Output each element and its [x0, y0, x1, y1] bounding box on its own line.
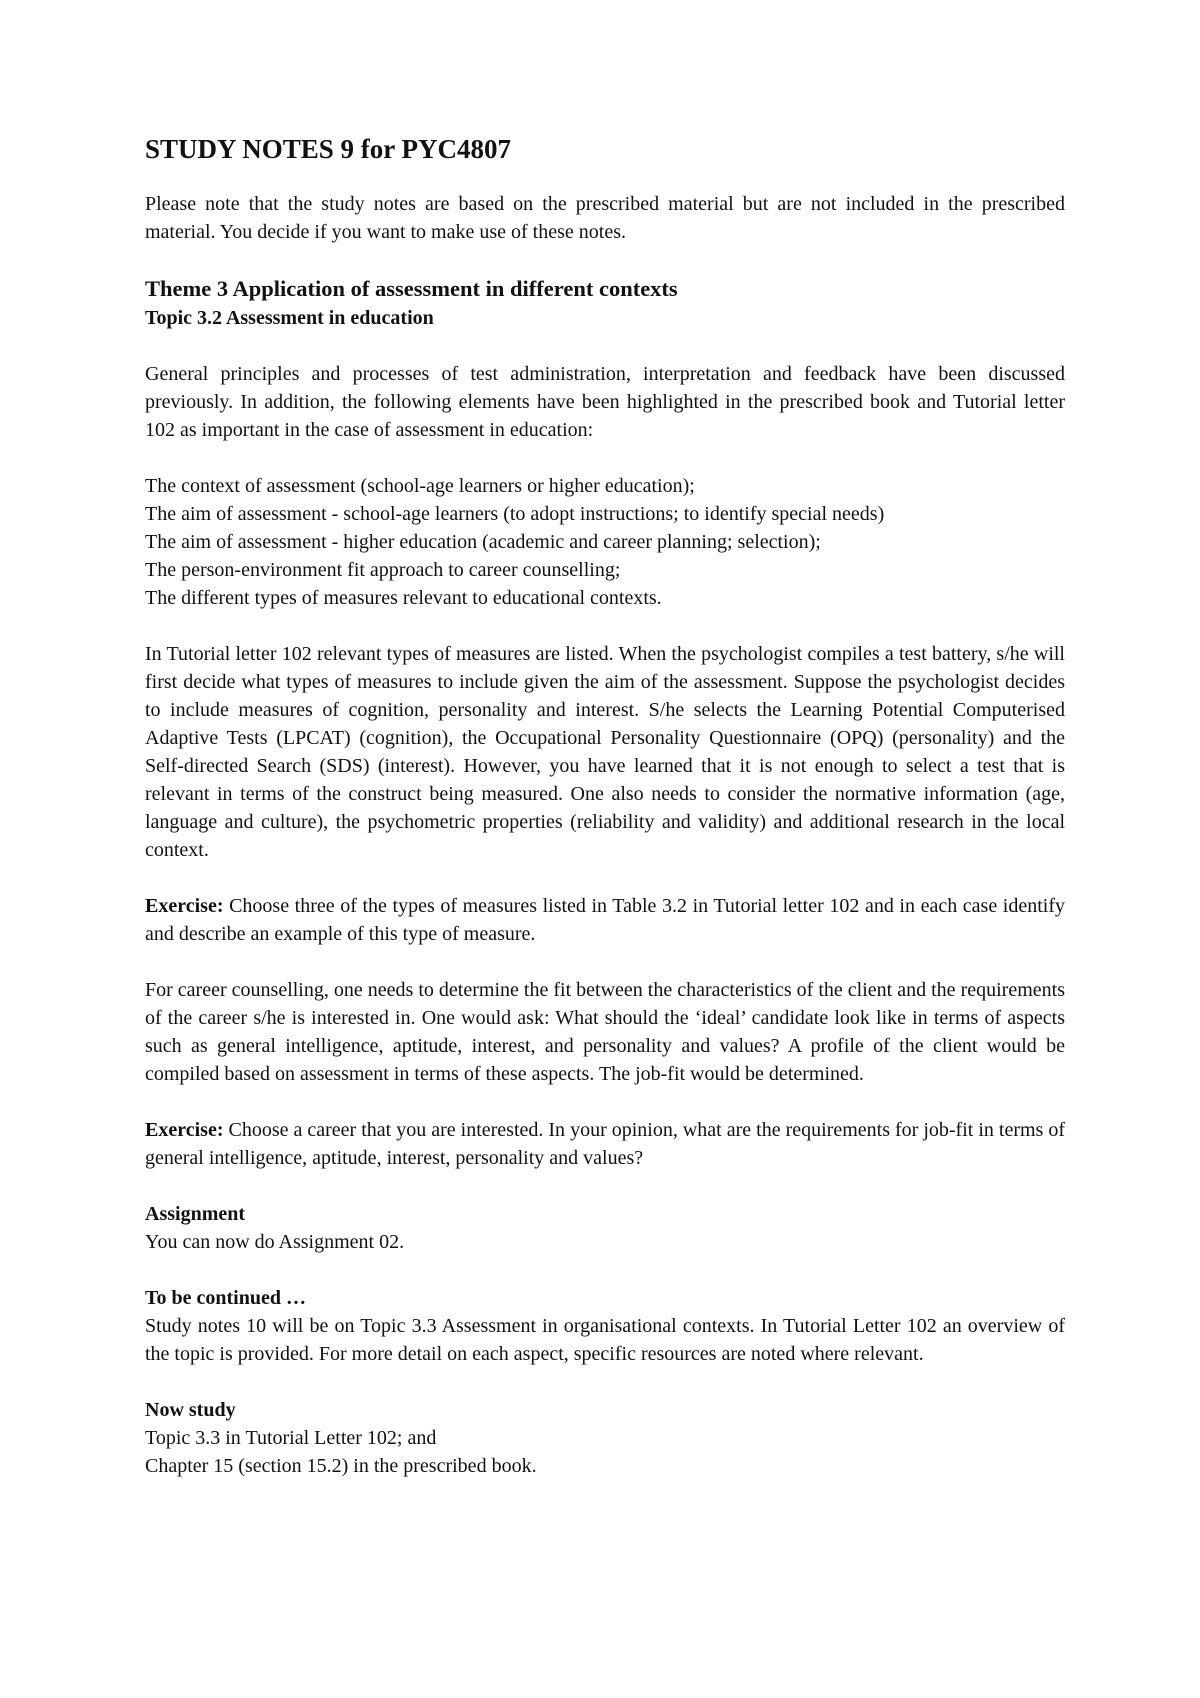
now-study-heading: Now study — [145, 1399, 236, 1421]
intro-paragraph: Please note that the study notes are based on the prescribed material but are not included in the prescribed material. You decide if you want to make use of these notes. — [145, 193, 1065, 243]
measures-paragraph: In Tutorial letter 102 relevant types of measures are listed. When the psychologist compiles a test battery, s/he will first decide what types of measures to include given the aim of the assessment. Suppose the psychologist decides to include measures of cognition, personality and interest. S/he selects the Learning Potential Computerised Adaptive Tests (LPCAT) (cognition), the Occupational Personality Questionnaire (OPQ) (personality) and the Self-directed Search (SDS) (interest). However, you have learned that it is not enough to select a test that is relevant in terms of the construct being measured. One also needs to consider the normative information (age, language and culture), the psychometric properties (reliability and validity) and additional research in the local context. — [145, 643, 1065, 861]
continued-text: Study notes 10 will be on Topic 3.3 Assessment in organisational contexts. In Tutorial Letter 102 an overview of the topic is provided. For more detail on each aspect, specific resources are noted where relevant. — [145, 1315, 1065, 1365]
theme-heading: Theme 3 Application of assessment in different contexts — [145, 276, 678, 301]
list-item: The aim of assessment - higher education (academic and career planning; selection); — [145, 531, 821, 553]
list-item: The context of assessment (school-age learners or higher education); — [145, 475, 695, 497]
continued-heading: To be continued … — [145, 1287, 306, 1309]
principles-paragraph: General principles and processes of test administration, interpretation and feedback have been discussed previously. In addition, the following elements have been highlighted in the prescribed book and Tutorial letter 102 as important in the case of assessment in education: — [145, 363, 1065, 441]
topic-heading: Topic 3.2 Assessment in education — [145, 307, 434, 329]
list-item: The person-environment fit approach to career counselling; — [145, 559, 621, 581]
exercise-label: Exercise: — [145, 895, 224, 917]
now-study-line: Topic 3.3 in Tutorial Letter 102; and — [145, 1427, 437, 1449]
list-item: The aim of assessment - school-age learners (to adopt instructions; to identify special needs) — [145, 503, 885, 525]
elements-list — [145, 472, 1065, 612]
continued-section — [145, 1284, 1065, 1368]
exercise-label: Exercise: — [145, 1119, 224, 1141]
assignment-heading: Assignment — [145, 1203, 246, 1225]
exercise-text: Choose a career that you are interested. In your opinion, what are the requirements for job-fit in terms of general intelligence, aptitude, interest, personality and values? — [145, 1119, 1065, 1169]
document-page — [145, 132, 1065, 1480]
assignment-text: You can now do Assignment 02. — [145, 1231, 405, 1253]
exercise-1 — [145, 892, 1065, 948]
now-study-line: Chapter 15 (section 15.2) in the prescribed book. — [145, 1455, 537, 1477]
list-item: The different types of measures relevant to educational contexts. — [145, 587, 662, 609]
assignment-section — [145, 1200, 1065, 1256]
exercise-2 — [145, 1116, 1065, 1172]
page-title: STUDY NOTES 9 for PYC4807 — [145, 134, 512, 164]
career-paragraph: For career counselling, one needs to determine the fit between the characteristics of the client and the requirements of the career s/he is interested in. One would ask: What should the ‘ideal’ candidate look like in terms of aspects such as general intelligence, aptitude, interest, and personality and values? A profile of the client would be compiled based on assessment in terms of these aspects. The job-fit would be determined. — [145, 979, 1065, 1085]
now-study-section — [145, 1396, 1065, 1480]
exercise-text: Choose three of the types of measures listed in Table 3.2 in Tutorial letter 102 and in each case identify and describe an example of this type of measure. — [145, 895, 1065, 945]
